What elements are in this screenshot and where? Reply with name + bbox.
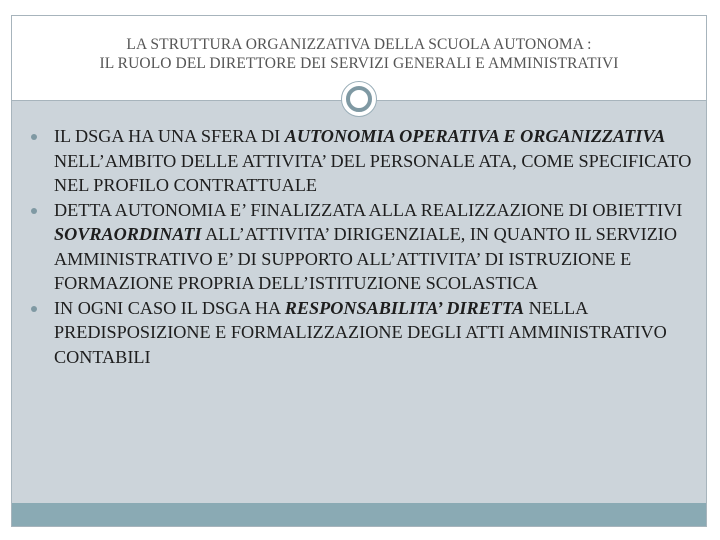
bullet-list bbox=[22, 124, 702, 369]
bullet-item bbox=[22, 124, 702, 198]
bullet-dot-icon bbox=[31, 134, 37, 140]
bullet-item bbox=[22, 198, 702, 296]
bullet-item bbox=[22, 296, 702, 370]
title-line-2: IL RUOLO DEL DIRETTORE DEI SERVIZI GENERALI E AMMINISTRATIVI bbox=[99, 55, 619, 72]
bullet-text: IL DSGA HA UNA SFERA DI bbox=[54, 126, 285, 146]
bullet-text: ALL’ATTIVITA’ DIRIGENZIALE, IN QUANTO IL SERVIZIO AMMINISTRATIVO E’ DI SUPPORTO ALL’ATTIVITA’ DI ISTRUZIONE E FORMAZIONE PROPRIA DELL’ISTITUZIONE SCOLASTICA bbox=[54, 224, 678, 293]
bullet-dot-icon bbox=[31, 306, 37, 312]
title-line-1: LA STRUTTURA ORGANIZZATIVA DELLA SCUOLA AUTONOMA : bbox=[126, 36, 592, 53]
bullet-emphasis: RESPONSABILITA’ DIRETTA bbox=[284, 297, 525, 318]
circle-ornament-icon bbox=[341, 81, 377, 117]
bullet-text: DETTA AUTONOMIA E’ FINALIZZATA ALLA REALIZZAZIONE DI OBIETTIVI bbox=[54, 199, 683, 220]
bullet-text: NELLA PREDISPOSIZIONE E FORMALIZZAZIONE DEGLI ATTI AMMINISTRATIVO CONTABILI bbox=[54, 297, 667, 367]
bullet-text: IN OGNI CASO IL DSGA HA bbox=[54, 297, 285, 318]
bullet-text: NELL’AMBITO DELLE ATTIVITA’ DEL PERSONALE ATA, COME SPECIFICATO NEL PROFILO CONTRATTUALE bbox=[54, 150, 692, 195]
bullet-dot-icon bbox=[31, 208, 37, 214]
bullet-emphasis: SOVRAORDINATI bbox=[54, 224, 202, 244]
bullet-emphasis: AUTONOMIA OPERATIVA E ORGANIZZATIVA bbox=[284, 126, 666, 146]
